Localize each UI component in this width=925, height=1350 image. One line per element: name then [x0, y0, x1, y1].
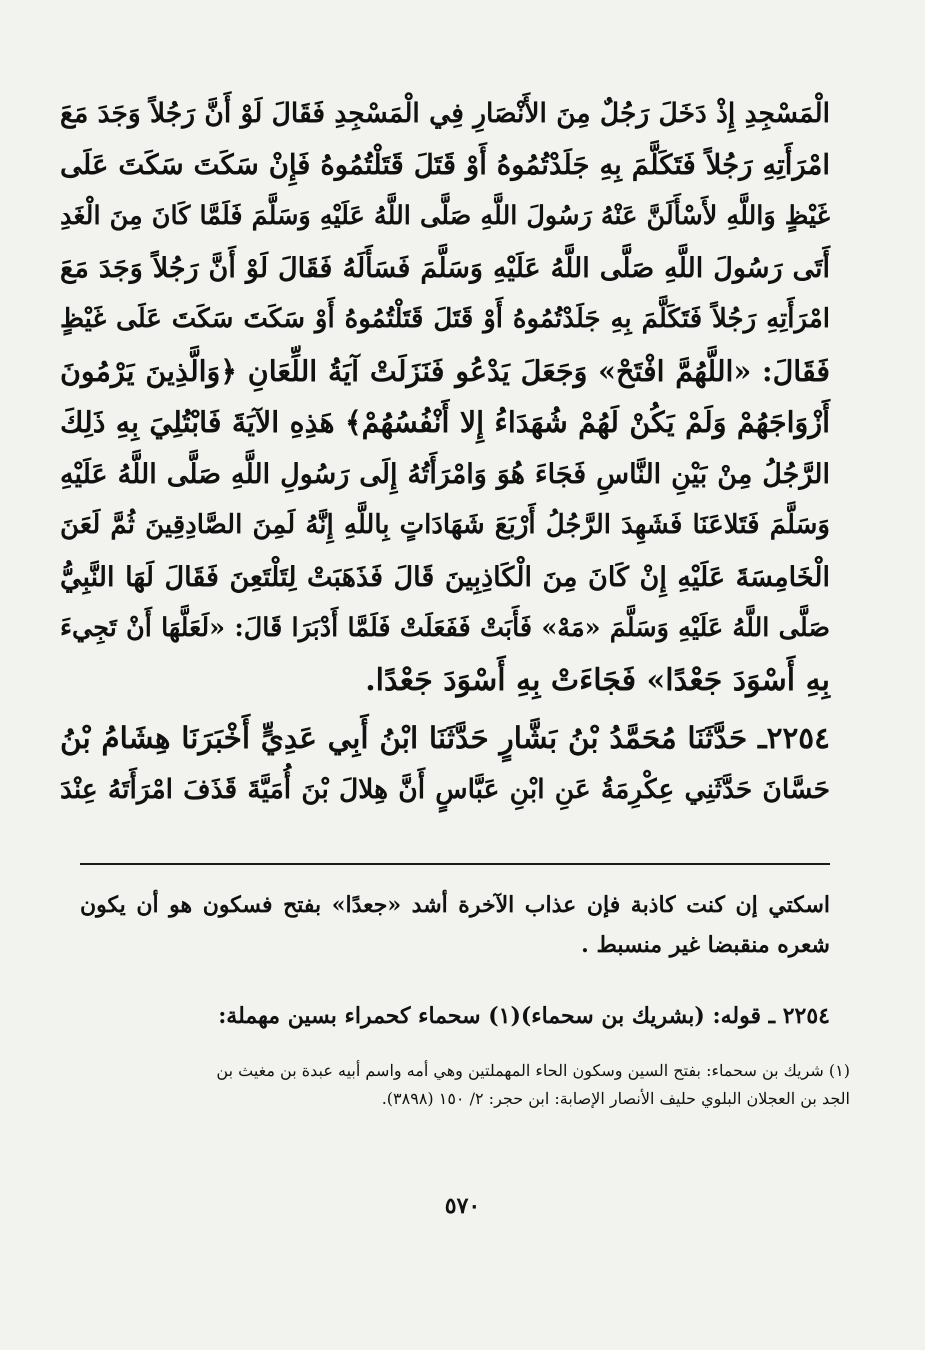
hadith-line: الرَّجُلُ مِنْ بَيْنِ النَّاسِ فَجَاءَ هُوَ وَامْرَأَتُهُ إِلَى رَسُولِ اللَّهِ صَلَّى اللَّهُ عَلَيْهِ: [60, 458, 830, 490]
hadith-text: [60, 88, 830, 815]
hadith-2254-text-1: ـ حَدَّثَنَا مُحَمَّدُ بْنُ بَشَّارٍ حَدَّثَنَا ابْنُ أَبِي عَدِيٍّ أَخْبَرَنَا هِشَامُ بْنُ: [60, 720, 767, 755]
hadith-line: الْخَامِسَةَ عَلَيْهِ إِنْ كَانَ مِنَ الْكَاذِبِينَ قَالَ فَذَهَبَتْ لِتَلْتَعِنَ فَقَالَ لَهَا النَّبِيُّ: [60, 561, 830, 593]
commentary-line: شعره منقبضا غير منسبط .: [581, 932, 830, 958]
hadith-line: بِهِ أَسْوَدَ جَعْدًا» فَجَاءَتْ بِهِ أَسْوَدَ جَعْدًا.: [365, 662, 830, 698]
hadith-line: وَسَلَّمَ فَتَلاعَنَا فَشَهِدَ الرَّجُلُ أَرْبَعَ شَهَادَاتٍ بِاللَّهِ إِنَّهُ لَمِنَ الصَّادِقِينَ ثُمَّ لَعَنَ: [60, 510, 830, 540]
footnote-line: الجد بن العجلان البلوي حليف الأنصار الإصابة: ابن حجر: ٢/ ١٥٠ (٣٨٩٨).: [381, 1089, 850, 1108]
commentary-line: اسكتي إن كنت كاذبة فإن عذاب الآخرة أشد «جعدًا» بفتح فسكون هو أن يكون: [80, 892, 830, 918]
hadith-2254-line-2: حَسَّانَ حَدَّثَنِي عِكْرِمَةُ عَنِ ابْنِ عَبَّاسٍ أَنَّ هِلالَ بْنَ أُمَيَّةَ قَذَفَ امْرَأَتَهُ عِنْدَ: [60, 773, 830, 805]
hadith-line: غَيْظٍ وَاللَّهِ لأَسْأَلَنَّ عَنْهُ رَسُولَ اللَّهِ صَلَّى اللَّهُ عَلَيْهِ وَسَلَّمَ فَلَمَّا كَانَ مِنَ الْغَدِ: [60, 201, 830, 231]
footnote-separator: [80, 863, 830, 865]
hadith-line: صَلَّى اللَّهُ عَلَيْهِ وَسَلَّمَ «مَهْ» فَأَبَتْ فَفَعَلَتْ فَلَمَّا أَدْبَرَا قَالَ: «لَعَلَّهَا أَنْ تَجِيءَ: [60, 613, 830, 643]
hadith-line: امْرَأَتِهِ رَجُلاً فَتَكَلَّمَ بِهِ جَلَدْتُمُوهُ أَوْ قَتَلَ قَتَلْتُمُوهُ فَإِنْ سَكَتَ سَكَتَ عَلَى: [60, 148, 830, 181]
commentary: [80, 885, 830, 965]
hadith-line: امْرَأَتِهِ رَجُلاً فَتَكَلَّمَ بِهِ جَلَدْتُمُوهُ أَوْ قَتَلَ قَتَلْتُمُوهُ أَوْ سَكَتَ سَكَتَ عَلَى غَيْظٍ: [60, 304, 830, 334]
hadith-line: أَزْوَاجَهُمْ وَلَمْ يَكُنْ لَهُمْ شُهَدَاءُ إِلا أَنْفُسُهُمْ﴾ هَذِهِ الآيَةَ فَابْتُلِيَ بِهِ ذَلِكَ: [60, 405, 830, 439]
hadith-line: الْمَسْجِدِ إِذْ دَخَلَ رَجُلٌ مِنَ الأَنْصَارِ فِي الْمَسْجِدِ فَقَالَ لَوْ أَنَّ رَجُلاً وَجَدَ مَعَ: [60, 98, 830, 129]
hadith-2254-line-1: [60, 712, 830, 764]
hadith-line: فَقَالَ: «اللَّهُمَّ افْتَحْ» وَجَعَلَ يَدْعُو فَنَزَلَتْ آيَةُ اللِّعَانِ ﴿وَالَّذِينَ يَرْمُونَ: [60, 353, 830, 388]
hadith-number: ٢٢٥٤: [766, 720, 830, 755]
footnote: [80, 1057, 850, 1113]
footnote-line: (١) شريك بن سحماء: بفتح السين وسكون الحاء المهملتين وهي أمه واسم أبيه عبدة بن مغيث بن: [216, 1061, 850, 1080]
commentary-2254: ٢٢٥٤ ـ قوله: (بشريك بن سحماء)(١) سحماء كحمراء بسين مهملة:: [218, 1003, 830, 1029]
page-number: ٥٧٠: [444, 1193, 481, 1219]
hadith-line: أَتَى رَسُولَ اللَّهِ صَلَّى اللَّهُ عَلَيْهِ وَسَلَّمَ فَسَأَلَهُ فَقَالَ لَوْ أَنَّ رَجُلاً وَجَدَ مَعَ: [60, 252, 830, 284]
